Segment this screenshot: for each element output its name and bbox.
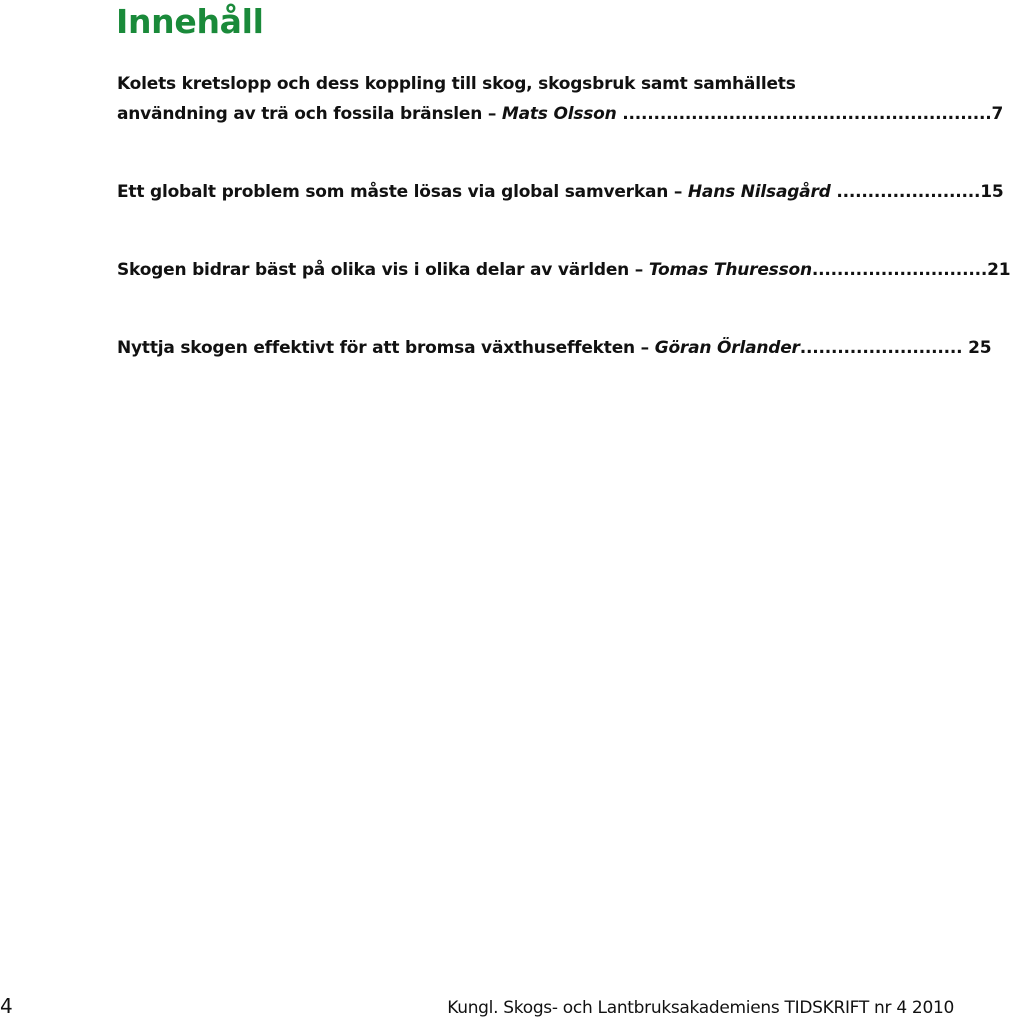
toc-entry-dash: – [482, 104, 502, 124]
page-footer [0, 992, 960, 1020]
toc-entry-title-line [117, 333, 992, 363]
toc-entry-author: Tomas Thuresson [648, 260, 812, 280]
toc-entry-author: Mats Olsson [501, 104, 617, 124]
toc-entry-leader: ........................................................... [616, 104, 992, 124]
toc-entry-title-line: Kolets kretslopp och dess koppling till skog, skogsbruk samt samhällets [117, 74, 796, 94]
toc-entry-thuresson[interactable] [117, 255, 1010, 285]
toc-entry-page: 25 [968, 338, 992, 358]
toc-entry-title: Nyttja skogen effektivt för att bromsa växthuseffekten [117, 338, 635, 358]
toc-entry-olsson[interactable] [117, 69, 1004, 129]
toc-entry-leader: .......................... [799, 338, 969, 358]
toc-entry-dash: – [629, 260, 649, 280]
toc-entry-dash: – [634, 338, 655, 358]
toc-entry-title: Ett globalt problem som måste lösas via global samverkan [117, 182, 669, 202]
toc-entry-leader: ....................... [830, 182, 981, 202]
toc-entry-leader: ............................ [811, 260, 988, 280]
page-title: Innehåll [116, 2, 264, 41]
toc-entry-title-line [117, 99, 1004, 129]
toc-entry-dash: – [668, 182, 688, 202]
toc-entry-title: användning av trä och fossila bränslen [117, 104, 483, 124]
toc-entry-title-line [117, 255, 1010, 285]
table-of-contents [117, 69, 1010, 411]
toc-entry-page: 21 [987, 260, 1010, 280]
toc-entry-author: Hans Nilsagård [687, 182, 831, 202]
page-number: 4 [0, 994, 13, 1018]
toc-entry-orlander[interactable] [117, 333, 992, 363]
journal-name: Kungl. Skogs- och Lantbruksakademiens TIDSKRIFT nr 4 2010 [447, 998, 954, 1018]
toc-entry-title: Skogen bidrar bäst på olika vis i olika delar av världen [117, 260, 630, 280]
toc-entry-title-line [117, 177, 1004, 207]
toc-entry-nilsagard[interactable] [117, 177, 1004, 207]
toc-entry-author: Göran Örlander [654, 338, 800, 358]
toc-entry-page: 15 [980, 182, 1004, 202]
toc-entry-page: 7 [991, 104, 1004, 124]
